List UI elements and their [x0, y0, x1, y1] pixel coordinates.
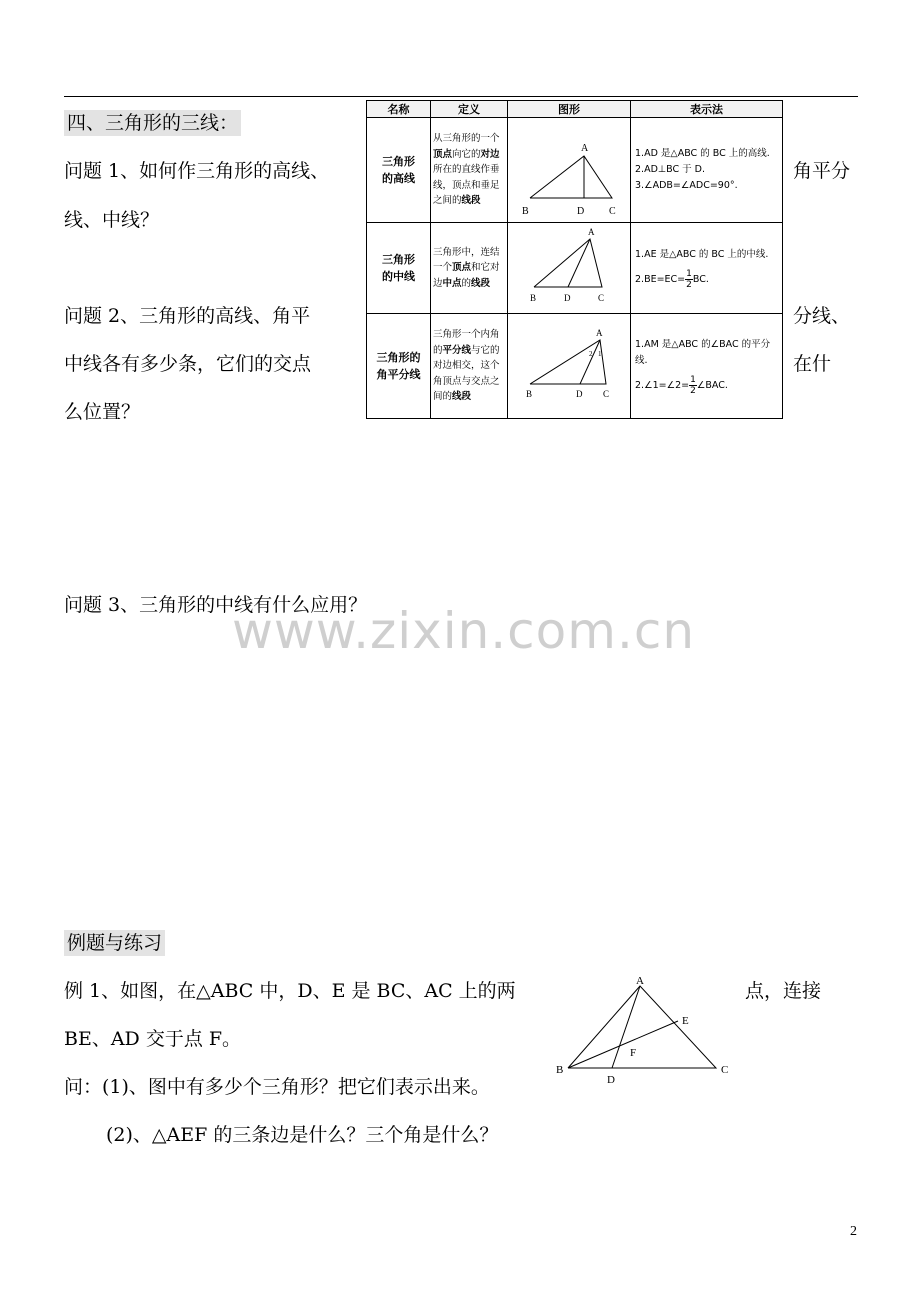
- question-1-line-2: 线、中线？: [64, 209, 160, 231]
- svg-text:1: 1: [598, 350, 602, 358]
- svg-text:2: 2: [589, 350, 593, 358]
- bisector-triangle-figure: [508, 314, 630, 414]
- question-2-line-1: 问题 2、三角形的高线、角平: [64, 305, 311, 327]
- header-notation: 表示法: [631, 101, 783, 118]
- table-header-row: [367, 101, 783, 118]
- question-3: 问题 3、三角形的中线有什么应用？: [64, 594, 368, 616]
- svg-text:A: A: [588, 227, 595, 237]
- table-row-median: [367, 223, 783, 314]
- row-notation: 1.AM 是△ABC 的∠BAC 的平分线. 2.∠1=∠2= $\frac{1}{2}$ ∠BAC.: [631, 314, 783, 419]
- header-definition: 定义: [431, 101, 508, 118]
- question-1-line-1: 问题 1、如何作三角形的高线、: [64, 160, 330, 182]
- row-definition: 三角形一个内角的平分线与它的对边相交，这个角顶点与交点之间的线段: [431, 314, 508, 419]
- svg-text:C: C: [609, 206, 616, 217]
- fraction-half: $\frac{1}{2}$: [686, 268, 692, 290]
- svg-text:A: A: [581, 143, 589, 154]
- row-notation: 1.AE 是△ABC 的 BC 上的中线. 2.BE=EC= $\frac{1}{2}$ BC.: [631, 223, 783, 314]
- svg-text:C: C: [598, 293, 605, 303]
- svg-text:A: A: [596, 328, 603, 338]
- question-2-right-1: 分线、: [793, 305, 851, 327]
- page-number: 2: [850, 1224, 857, 1239]
- svg-text:B: B: [556, 1064, 564, 1076]
- header-name: 名称: [367, 101, 431, 118]
- examples-title: 例题与练习: [64, 930, 165, 956]
- table-row-altitude: [367, 118, 783, 223]
- header-rule: [64, 96, 858, 97]
- svg-text:B: B: [522, 206, 529, 217]
- question-1-right: 角平分: [793, 160, 851, 182]
- svg-text:E: E: [682, 1015, 689, 1027]
- row-notation: 1.AD 是△ABC 的 BC 上的高线. 2.AD⊥BC 于 D. 3.∠ADB=∠ADC=90°.: [631, 118, 783, 223]
- three-lines-table: [366, 100, 783, 419]
- row-name: 三角形 的高线: [367, 118, 431, 223]
- question-2-right-2: 在什: [793, 353, 832, 375]
- example-1-right: 点，连接: [745, 980, 822, 1002]
- question-2-line-2: 中线各有多少条，它们的交点: [64, 353, 312, 375]
- svg-text:C: C: [721, 1064, 729, 1076]
- svg-text:F: F: [630, 1047, 637, 1059]
- median-triangle-figure: [508, 223, 630, 309]
- example-1-line-2: BE、AD 交于点 F。: [64, 1028, 242, 1050]
- row-figure: [508, 223, 631, 314]
- example-1-line-1: 例 1、如图，在△ABC 中，D、E 是 BC、AC 上的两: [64, 980, 516, 1002]
- svg-text:C: C: [603, 389, 610, 399]
- example-1-triangle-figure: [548, 972, 738, 1090]
- section-title: 四、三角形的三线：: [64, 110, 241, 136]
- example-1-question-2: (2)、△AEF 的三条边是什么？三个角是什么？: [106, 1124, 499, 1146]
- row-figure: [508, 314, 631, 419]
- table-row-angle-bisector: [367, 314, 783, 419]
- svg-text:D: D: [576, 389, 583, 399]
- header-figure: 图形: [508, 101, 631, 118]
- question-2-line-3: 么位置？: [64, 401, 141, 423]
- row-name: 三角形 的中线: [367, 223, 431, 314]
- svg-text:D: D: [577, 206, 585, 217]
- row-figure: [508, 118, 631, 223]
- row-definition: 三角形中，连结一个顶点和它对边中点的线段: [431, 223, 508, 314]
- example-1-question-1: 问：(1)、图中有多少个三角形？把它们表示出来。: [64, 1076, 490, 1098]
- fraction-half: $\frac{1}{2}$: [690, 374, 696, 396]
- svg-text:D: D: [607, 1074, 615, 1086]
- svg-text:D: D: [564, 293, 571, 303]
- svg-text:B: B: [530, 293, 537, 303]
- watermark: www.zixin.com.cn: [232, 602, 696, 660]
- altitude-triangle-figure: [508, 118, 630, 218]
- svg-text:B: B: [526, 389, 533, 399]
- row-name: 三角形的 角平分线: [367, 314, 431, 419]
- svg-text:A: A: [636, 975, 644, 987]
- row-definition: 从三角形的一个顶点向它的对边所在的直线作垂线，顶点和垂足之间的线段: [431, 118, 508, 223]
